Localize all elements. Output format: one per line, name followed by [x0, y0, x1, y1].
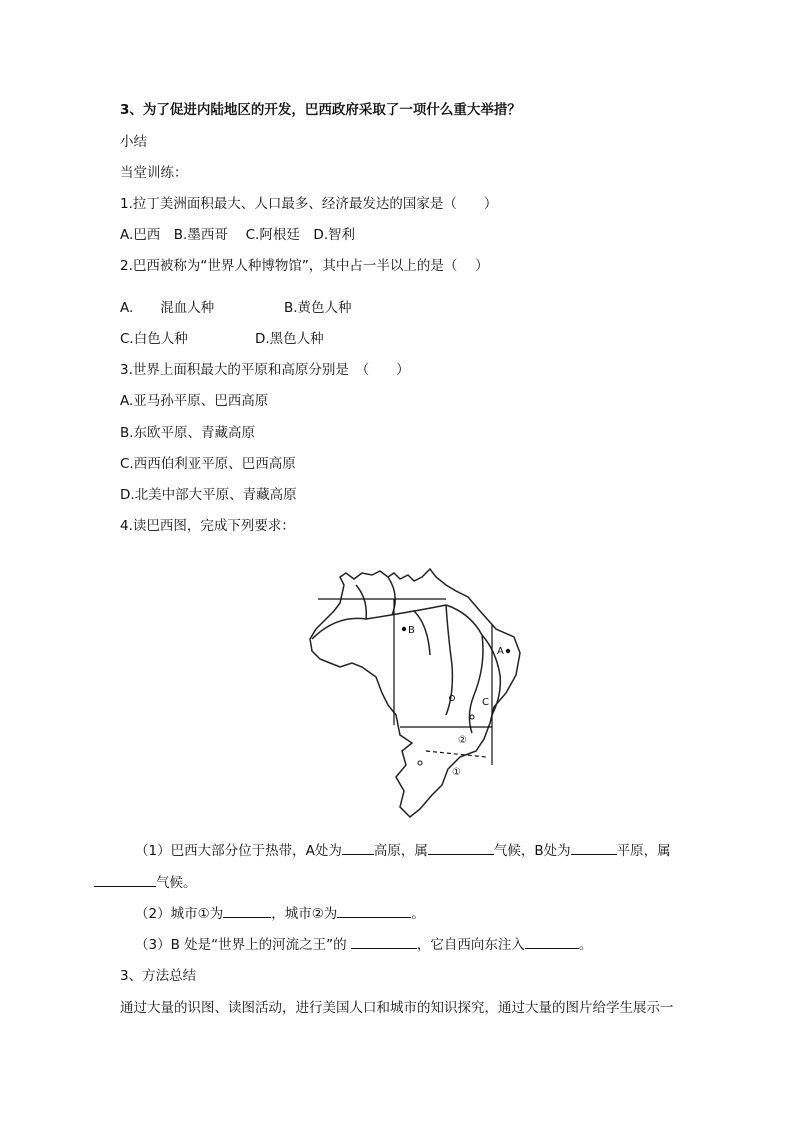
q2-option-c: C.白色人种 [120, 331, 188, 347]
summary-label: 小结 [120, 134, 147, 150]
q4-sub3-text-2: ，它自西向东注入 [416, 937, 525, 953]
q4-sub1-text-2: 高原，属 [373, 843, 428, 859]
blank-a-plateau[interactable] [342, 840, 374, 855]
city-1-dot [418, 761, 422, 765]
q4-sub1-line1 [135, 840, 671, 861]
q3-option-b: B.东欧平原、青藏高原 [120, 425, 256, 441]
q1-options: A.巴西 B.墨西哥 C.阿根廷 D.智利 [120, 227, 356, 243]
city-2-dot [470, 715, 474, 719]
point-a-dot [506, 649, 510, 653]
question-3-header: 3、为了促进内陆地区的开发，巴西政府采取了一项什么重大举措？ [120, 102, 521, 118]
label-a: A [497, 646, 504, 657]
dashed-boundary [426, 751, 486, 757]
q1-stem: 1.拉丁美洲面积最大、人口最多、经济最发达的国家是（ ） [120, 196, 498, 212]
q4-sub2-text-2: ，城市②为 [271, 906, 338, 922]
q4-sub3-text-1: （3）B 处是“世界上的河流之王”的 [135, 937, 351, 953]
label-c: C [482, 697, 489, 708]
blank-city-1[interactable] [223, 903, 271, 918]
river-network-branch [356, 577, 430, 655]
label-b: B [408, 625, 415, 636]
blank-b-climate[interactable] [94, 872, 156, 887]
q4-sub1-text-4: 平原，属 [616, 843, 671, 859]
blank-a-climate[interactable] [428, 840, 494, 855]
q4-sub3 [135, 934, 592, 955]
practice-label: 当堂训练： [120, 165, 188, 181]
q2-stem: 2.巴西被称为“世界人种博物馆”，其中占一半以上的是（ ） [120, 258, 489, 274]
blank-city-2[interactable] [337, 903, 411, 918]
q3-option-c: C.西西伯利亚平原、巴西高原 [120, 456, 296, 472]
blank-river[interactable] [351, 934, 417, 949]
q4-sub2-text-1: （2）城市①为 [135, 906, 224, 922]
q2-option-a: A. 混血人种 [120, 300, 215, 316]
q4-sub1-text-3: 气候，B处为 [493, 843, 571, 859]
q4-sub1-line2 [94, 872, 197, 893]
q3-option-a: A.亚马孙平原、巴西高原 [120, 393, 269, 409]
q4-sub2 [135, 903, 425, 924]
upland-boundary [446, 605, 483, 733]
blank-b-plain[interactable] [571, 840, 617, 855]
label-city-1: ① [452, 767, 461, 778]
blank-ocean[interactable] [525, 934, 579, 949]
q2-option-b: B.黄色人种 [284, 300, 352, 316]
q2-option-d: D.黑色人种 [255, 331, 324, 347]
label-city-2: ② [458, 735, 467, 746]
brazil-outline [310, 569, 520, 817]
method-summary-text: 通过大量的识图、读图活动，进行美国人口和城市的知识探究，通过大量的图片给学生展示一 [120, 1000, 674, 1016]
q3-option-d: D.北美中部大平原、青藏高原 [120, 487, 297, 503]
point-b-dot [402, 627, 406, 631]
q4-stem: 4.读巴西图，完成下列要求： [120, 518, 295, 534]
q4-sub2-text-3: 。 [411, 906, 425, 922]
method-summary-label: 3、方法总结 [120, 968, 197, 984]
q4-sub3-text-3: 。 [578, 937, 593, 953]
q4-sub1-text-1: （1）巴西大部分位于热带，A处为 [135, 843, 342, 859]
brazil-map-figure [296, 555, 528, 823]
q3-stem: 3.世界上面积最大的平原和高原分别是 （ ） [120, 362, 410, 378]
q4-sub1-text-5: 气候。 [156, 875, 197, 891]
